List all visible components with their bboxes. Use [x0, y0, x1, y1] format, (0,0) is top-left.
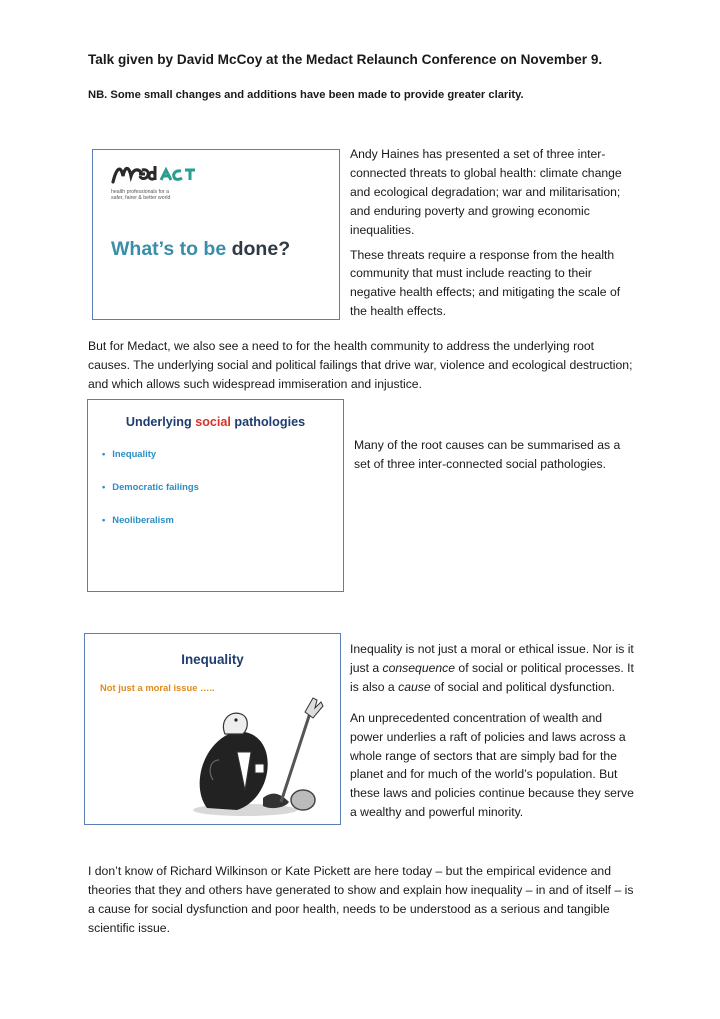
section3-para1: Inequality is not just a moral or ethical issue. Nor is it just a consequence of social or political processes. It is also a cause of social and political dysfunction. [350, 642, 634, 694]
document-note: NB. Some small changes and additions have been made to provide greater clarity. [88, 89, 524, 101]
section2-para: Many of the root causes can be summarised as a set of three inter-connected social pathologies. [354, 438, 621, 471]
final-paragraph: I don’t know of Richard Wilkinson or Kate Pickett are here today – but the empirical evidence and theories that they and others have generated to show and explain how inequality – in and of itself – is a cause for social dysfunction and poor health, needs to be understood as a serious and tangible scientific issue. [88, 864, 634, 935]
medact-logo-icon [111, 162, 211, 188]
slide1-heading-part2: done? [231, 238, 291, 260]
slide2-heading-part3: pathologies [230, 415, 306, 429]
bullet-dot-icon: • [102, 481, 106, 492]
section1-text [350, 145, 635, 321]
logo-tagline: health professionals for a safer, fairer & better world [111, 189, 171, 201]
section1-para2: These threats require a response from the health community that must include reacting to their negative health effects; and mitigating the scale of the health effects. [350, 247, 621, 319]
slide-underlying-social-pathologies [87, 399, 344, 592]
bullet-neoliberalism: • Neoliberalism [102, 514, 174, 525]
slide2-heading [88, 415, 343, 429]
bullet-dot-icon: • [102, 448, 106, 459]
slide2-bullet-list [102, 448, 199, 547]
slide1-heading [111, 238, 290, 261]
medact-paragraph: But for Medact, we also see a need to for the health community to address the underlying root causes. The underlying social and political failings that drive war, violence and ecological destruction; and which allows such widespread immiseration and injustice. [88, 339, 633, 391]
slide3-subheading: Not just a moral issue ….. [100, 682, 215, 693]
section1-para1: Andy Haines has presented a set of three inter-connected threats to global health: climate change and ecological degradation; war and militarisation; and enduring poverty and growing economic inequalities. [350, 147, 622, 237]
document-title: Talk given by David McCoy at the Medact Relaunch Conference on November 9. [88, 52, 603, 67]
slide2-heading-part1: Underlying [125, 415, 196, 429]
slide-inequality [84, 633, 341, 825]
bullet-inequality: • Inequality [102, 448, 157, 459]
section3-text [350, 640, 635, 822]
bullet-dot-icon: • [102, 514, 106, 525]
fat-cat-cartoon-icon [185, 690, 335, 818]
bullet-democratic-failings: • Democratic failings [102, 481, 199, 492]
slide1-heading-part1: What’s to be [111, 238, 232, 260]
slide2-heading-part2: social [195, 415, 231, 429]
section3-para2: An unprecedented concentration of wealth and power underlies a raft of policies and laws across a whole range of sectors that are simply bad for the planet and for much of the world’s population. But these laws and policies continue because they serve a wealthy and powerful minority. [350, 710, 634, 820]
slide3-heading: Inequality [181, 652, 244, 667]
slide-whats-to-be-done [92, 149, 340, 320]
